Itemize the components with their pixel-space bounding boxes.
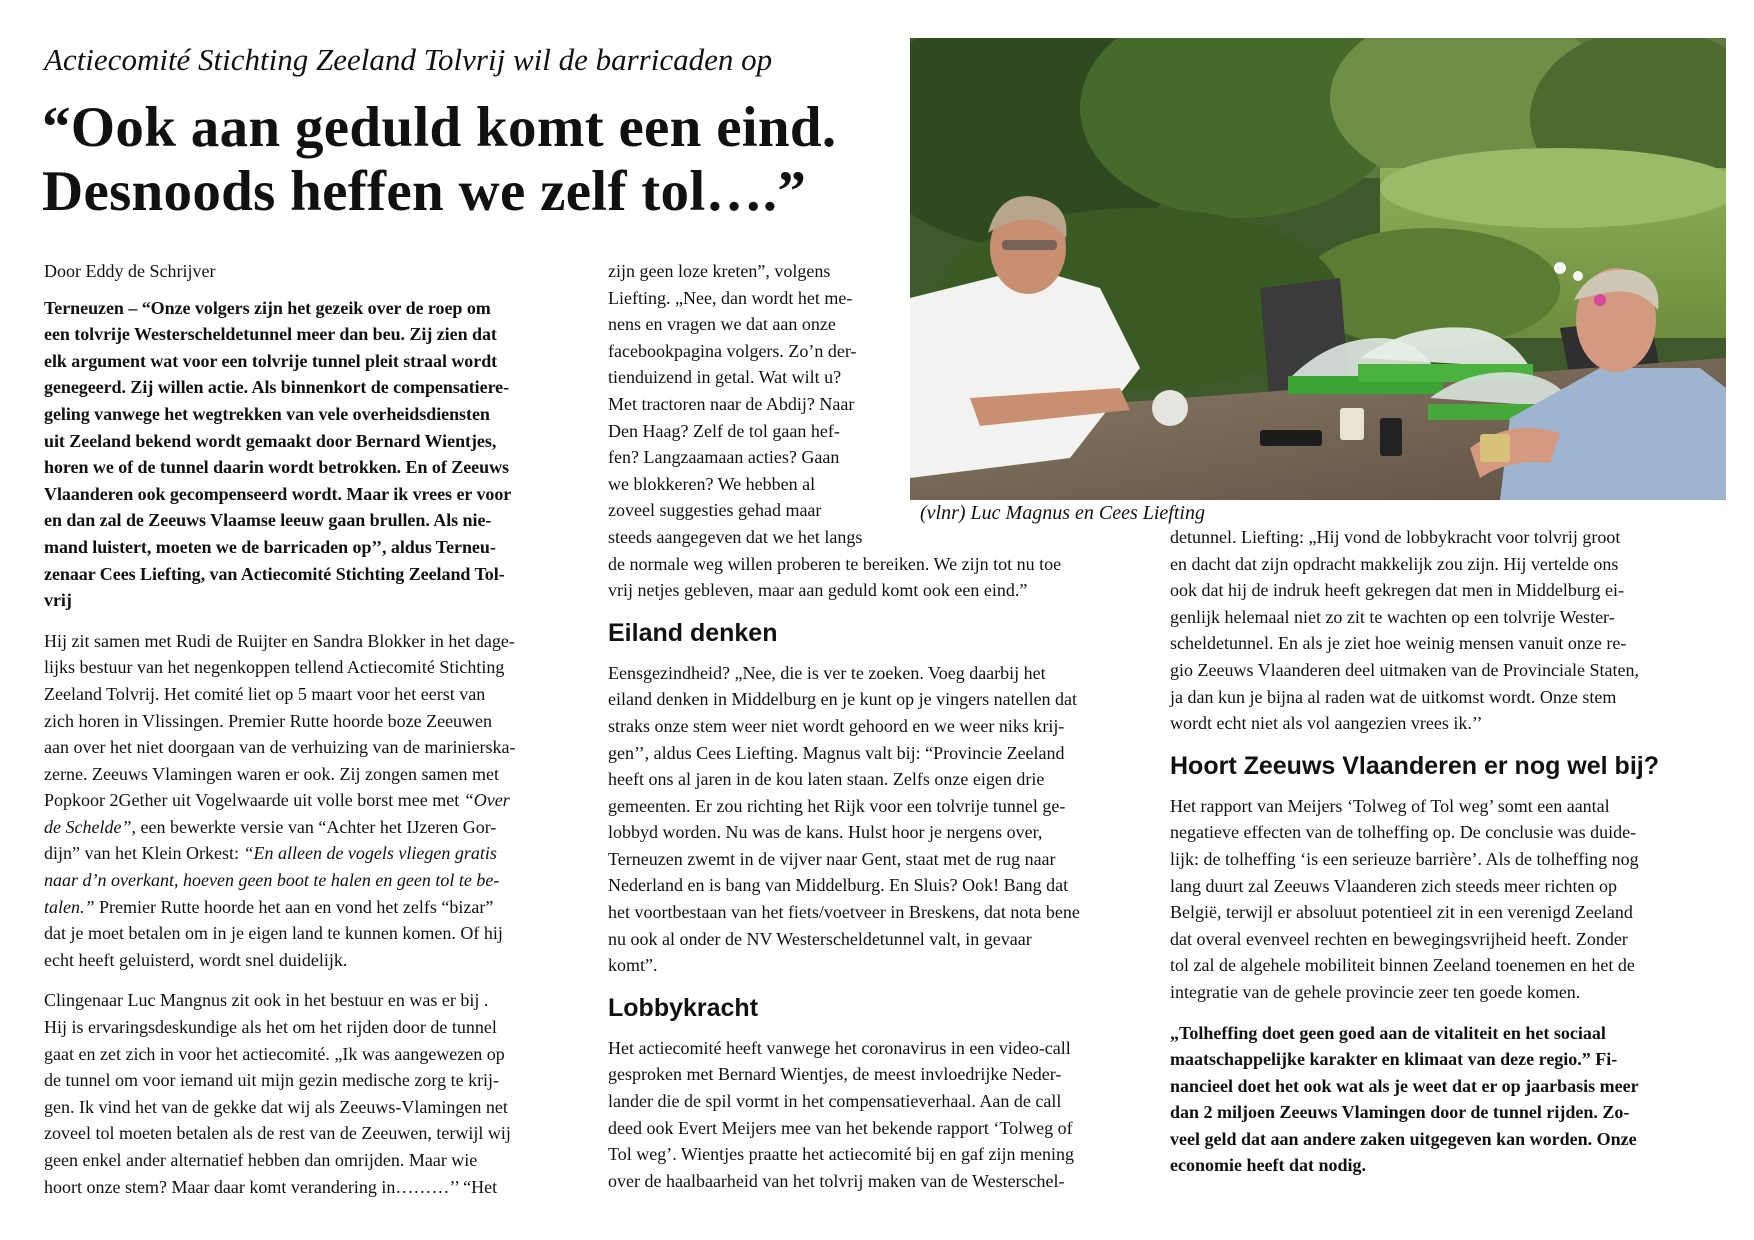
text-line: gen’’, aldus Cees Liefting. Magnus valt bij: “Provincie Zeeland: [608, 742, 1065, 763]
text-line: genegeerd. Zij willen actie. Als binnenkort de compensatiere-: [44, 377, 510, 398]
text-line: mand luistert, moeten we de barricaden op’’, aldus Terneu-: [44, 536, 496, 557]
text-line: en dan zal de Zeeuws Vlaamse leeuw gaan brullen. Als nie-: [44, 510, 492, 531]
text-line: negatieve effecten van de tolheffing op. De conclusie was duide-: [1170, 822, 1637, 843]
text-line: Terneuzen zwemt in de vijver naar Gent, staat met de rug naar: [608, 848, 1056, 869]
text-line: zoveel tol moeten betalen als de rest van de Zeeuwen, terwijl wij: [44, 1123, 511, 1144]
subheading-hoort-zeeuws-vlaanderen: Hoort Zeeuws Vlaanderen er nog wel bij?: [1170, 751, 1659, 780]
text-line: tienduizend in getal. Wat wilt u?: [608, 367, 842, 388]
paragraph: [1170, 793, 1726, 1006]
text-line: Hij is ervaringsdeskundige als het om het rijden door de tunnel: [44, 1017, 497, 1038]
article-photo: [910, 38, 1726, 500]
subheading-eiland-denken: Eiland denken: [608, 618, 778, 647]
paragraph: [1170, 524, 1726, 737]
text-line: economie heeft dat nodig.: [1170, 1155, 1366, 1176]
text-line: maatschappelijke karakter en klimaat van deze regio.” Fi-: [1170, 1049, 1618, 1070]
text-line: het voortbestaan van het fiets/voetveer in Breskens, dat nota bene: [608, 902, 1080, 923]
text-line: gen. Ik vind het van de gekke dat wij als Zeeuws-Vlamingen net: [44, 1096, 508, 1117]
text-line: de tunnel om voor iemand uit mijn gezin medische zorg te krij-: [44, 1070, 500, 1091]
photo-caption: (vlnr) Luc Magnus en Cees Liefting: [920, 502, 1205, 524]
text-line: facebookpagina volgers. Zo’n der-: [608, 340, 857, 361]
text-line: de normale weg willen proberen te bereiken. We zijn tot nu toe: [608, 553, 1062, 574]
text-line: echt heeft geluisterd, wordt snel duidelijk.: [44, 949, 348, 970]
text-line: België, terwijl er absoluut potentieel zit in een verenigd Zeeland: [1170, 902, 1633, 923]
byline: Door Eddy de Schrijver: [44, 261, 216, 281]
text-italic: “Over: [463, 790, 510, 811]
text-line: integratie van de gehele provincie zeer ten goede komen.: [1170, 981, 1581, 1002]
text-line: lijks bestuur van het negenkoppen tellend Actiecomité Stichting: [44, 657, 505, 678]
text-line: lobbyd worden. Nu was de kans. Hulst hoor je nergens over,: [608, 822, 1043, 843]
text-line: gaat en zet zich in voor het actiecomité. „Ik was aangewezen op: [44, 1043, 505, 1064]
text-line: zenaar Cees Liefting, van Actiecomité Stichting Zeeland Tol-: [44, 563, 505, 584]
subheading-lobbykracht: Lobbykracht: [608, 993, 759, 1022]
text-line: zijn geen loze kreten”, volgens: [608, 261, 831, 281]
paragraph: [44, 987, 592, 1200]
text-line: ook dat hij de indruk heeft gekregen dat men in Middelburg ei-: [1170, 580, 1625, 601]
text-line: straks onze stem weer niet wordt gehoord en we weer niks krij-: [608, 715, 1065, 736]
text-line: Met tractoren naar de Abdij? Naar: [608, 393, 855, 414]
text-line: wordt echt niet als vol aangezien vrees ik.’’: [1170, 713, 1483, 734]
text-italic: “En alleen de vogels vliegen gratis: [243, 843, 497, 864]
text-line: scheldetunnel. En als je ziet hoe weinig mensen vanuit onze re-: [1170, 633, 1627, 654]
text-line: elk argument wat voor een tolvrije tunnel pleit straal wordt: [44, 350, 498, 371]
text-line: Terneuzen – “Onze volgers zijn het gezeik over de roep om: [44, 297, 491, 318]
text-line: en dacht dat zijn opdracht makkelijk zou zijn. Hij vertelde ons: [1170, 553, 1619, 574]
text-line: zerne. Zeeuws Vlamingen waren er ook. Zij zongen samen met: [44, 763, 500, 784]
article-headline: [42, 96, 836, 224]
text-line: een tolvrije Westerscheldetunnel meer dan beu. Zij zien dat: [44, 324, 497, 345]
text-line: gio Zeeuws Vlaanderen deel uitmaken van de Provinciale Staten,: [1170, 659, 1640, 680]
text-line: veel geld dat aan andere zaken uitgegeven kan worden. Onze: [1170, 1128, 1637, 1149]
text-line: komt”.: [608, 955, 658, 976]
text-line: Hij zit samen met Rudi de Ruijter en Sandra Blokker in het dage-: [44, 630, 515, 651]
text-line: zich horen in Vlissingen. Premier Rutte hoorde boze Zeeuwen: [44, 710, 493, 731]
column-1: [44, 258, 592, 1214]
text-line: gemeenten. Er zou richting het Rijk voor een tolvrije tunnel ge-: [608, 795, 1066, 816]
text-line: we blokkeren? We hebben al: [608, 473, 816, 494]
text-line: fen? Langzaamaan acties? Gaan: [608, 447, 840, 468]
headline-line-1: “Ook aan geduld komt een eind.: [42, 96, 837, 159]
text-line: lang duurt zal Zeeuws Vlaanderen zich steeds meer richten op: [1170, 875, 1617, 896]
text-line: ja dan kun je bijna al raden wat de uitkomst wordt. Onze stem: [1170, 686, 1617, 707]
text-line: dat je moet betalen om in je eigen land te kunnen komen. Of hij: [44, 923, 503, 944]
text-line: lander die de spil vormt in het compensatieverhaal. Aan de call: [608, 1091, 1062, 1112]
text-line: Zeeland Tolvrij. Het comité liet op 5 maart voor het eerst van: [44, 683, 486, 704]
text-line: dat overal evenveel rechten en bewegingsvrijheid heeft. Zonder: [1170, 928, 1628, 949]
paragraph: [44, 628, 592, 974]
paragraph: [608, 1035, 1148, 1195]
text-line: genlijk helemaal niet zo zit te wachten op een tolvrije Wester-: [1170, 606, 1615, 627]
text: dijn” van het Klein Orkest:: [44, 843, 244, 864]
text-line: hoort onze stem? Maar daar komt verandering in………’’ “Het: [44, 1176, 498, 1197]
text-line: dan 2 miljoen Zeeuws Vlamingen door de tunnel rijden. Zo-: [1170, 1102, 1630, 1123]
text-line: Het actiecomité heeft vanwege het coronavirus in een video-call: [608, 1037, 1071, 1058]
text-line: Het rapport van Meijers ‘Tolweg of Tol weg’ somt een aantal: [1170, 795, 1610, 816]
text-line: gesproken met Bernard Wientjes, de meest invloedrijke Neder-: [608, 1064, 1062, 1085]
text: Popkoor 2Gether uit Vogelwaarde uit volle borst mee met: [44, 790, 464, 811]
text-line: over de haalbaarheid van het tolvrij maken van de Westerschel-: [608, 1170, 1065, 1191]
text-line: nens en vragen we dat aan onze: [608, 314, 836, 335]
text-line: steeds aangegeven dat we het langs: [608, 526, 863, 547]
text-line: zoveel suggesties gehad maar: [608, 500, 822, 521]
text-line: lijk: de tolheffing ‘is een serieuze barrière’. Als de tolheffing nog: [1170, 848, 1639, 869]
quote-paragraph: [1170, 1020, 1726, 1180]
text-line: Nederland en is bang van Middelburg. En Sluis? Ook! Bang dat: [608, 875, 1069, 896]
text-line: detunnel. Liefting: „Hij vond de lobbykracht voor tolvrij groot: [1170, 527, 1621, 547]
text-line: tol zal de algehele mobiliteit binnen Zeeland toenemen en het de: [1170, 955, 1635, 976]
text-line: Eensgezindheid? „Nee, die is ver te zoeken. Voeg daarbij het: [608, 662, 1046, 683]
text-italic: talen.”: [44, 896, 95, 917]
paragraph: [608, 660, 1148, 979]
text-italic: naar d’n overkant, hoeven geen boot te halen en geen tol te be-: [44, 870, 500, 891]
text-line: Vlaanderen ook gecompenseerd wordt. Maar ik vrees er voor: [44, 483, 512, 504]
text-line: Clingenaar Luc Mangnus zit ook in het bestuur en was er bij .: [44, 990, 489, 1011]
lead-paragraph: [44, 295, 592, 614]
headline-line-2: Desnoods heffen we zelf tol….”: [42, 160, 807, 223]
text-line: uit Zeeland bekend wordt gemaakt door Bernard Wientjes,: [44, 430, 497, 451]
text-line: Den Haag? Zelf de tol gaan hef-: [608, 420, 840, 441]
text-line: aan over het niet doorgaan van de verhuizing van de marinierska-: [44, 737, 516, 758]
text-line: „Tolheffing doet geen goed aan de vitaliteit en het sociaal: [1170, 1022, 1606, 1043]
text-line: geen enkel ander alternatief hebben dan omrijden. Maar wie: [44, 1150, 478, 1170]
text-line: vrij netjes gebleven, maar aan geduld komt ook een eind.”: [608, 580, 1028, 601]
text-line: geling vanwege het wegtrekken van vele overheidsdiensten: [44, 403, 490, 424]
text-line: heeft ons al jaren in de kou laten staan. Zelfs onze eigen drie: [608, 769, 1045, 790]
text-line: vrij: [44, 590, 72, 611]
column-3: [1170, 524, 1726, 1193]
text: een bewerkte versie van “Achter het IJzeren Gor-: [135, 816, 497, 837]
text-line: eiland denken in Middelburg en je kunt op je vingers natellen dat: [608, 689, 1078, 710]
text-line: horen we of de tunnel daarin wordt betrokken. En of Zeeuws: [44, 457, 509, 478]
text-line: Liefting. „Nee, dan wordt het me-: [608, 287, 853, 308]
text-italic: de Schelde”,: [44, 816, 136, 837]
text: Premier Rutte hoorde het aan en vond het zelfs “bizar”: [94, 896, 494, 917]
text-line: deed ook Evert Meijers mee van het bekende rapport ‘Tolweg of: [608, 1117, 1073, 1138]
text-line: nu ook al onder de NV Westerscheldetunnel valt, in gevaar: [608, 928, 1032, 949]
text-line: nancieel doet het ook wat als je weet dat er op jaarbasis meer: [1170, 1075, 1639, 1096]
article-kicker: Actiecomité Stichting Zeeland Tolvrij wil de barricaden op: [44, 42, 773, 77]
text-line: Tol weg’. Wientjes praatte het actiecomité bij en gaf zijn mening: [608, 1144, 1075, 1165]
